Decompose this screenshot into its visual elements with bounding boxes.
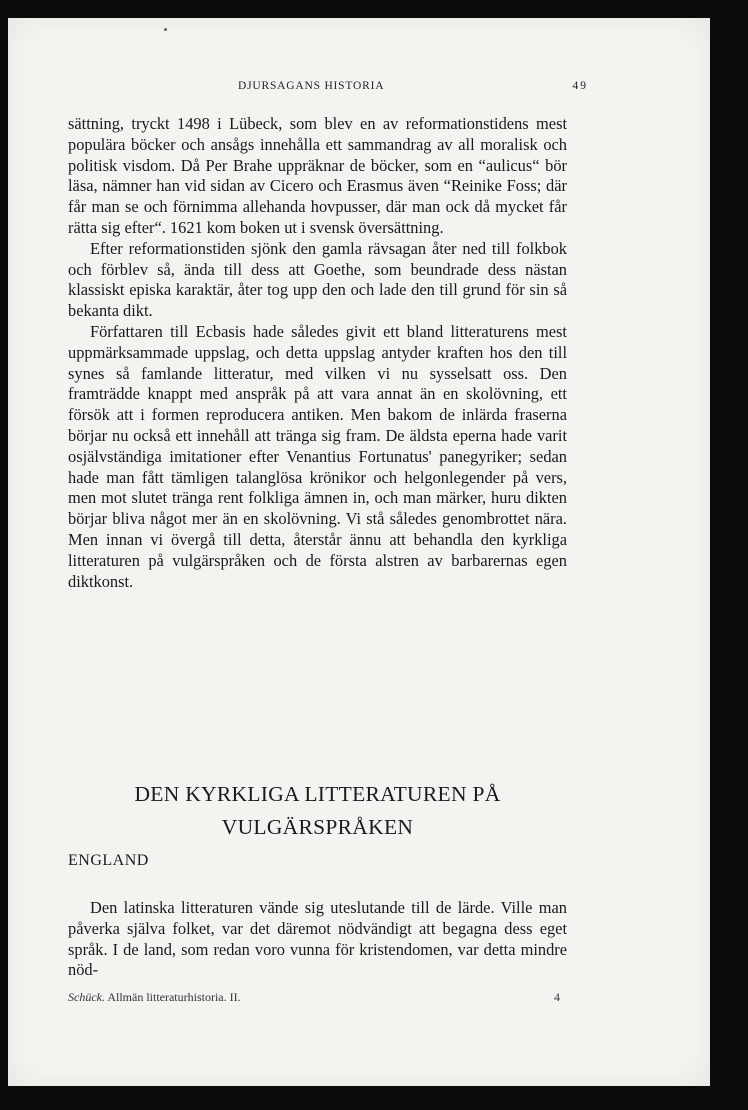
chapter-title-line: VULGÄRSPRÅKEN	[221, 815, 414, 839]
book-page	[8, 18, 710, 1086]
section-text	[68, 898, 567, 981]
signature-mark: 4	[554, 990, 560, 1004]
chapter-title	[68, 778, 567, 844]
speck	[164, 28, 167, 31]
page-number: 49	[572, 80, 588, 92]
main-text	[68, 114, 567, 592]
chapter-title-line: DEN KYRKLIGA LITTERATUREN PÅ	[134, 782, 501, 806]
footer-work: Allmän litteraturhistoria. II.	[107, 990, 241, 1004]
paragraph: sättning, tryckt 1498 i Lübeck, som blev en av reformationstidens mest populära böcker och ansågs innehålla ett sammandrag av all moralisk och politisk visdom. Då Per Brahe uppräknar de böcker, som en “aulicus“ bör läsa, nämner han vid sidan av Cicero och Erasmus även “Reinike Foss; där får man se och förnimma allehanda hovpusser, där man ock då mycket får rätta sig efter“. 1621 kom boken ut i svensk översättning.	[68, 114, 567, 237]
paragraph: Författaren till Ecbasis hade således givit ett bland litteraturens mest uppmärksammade uppslag, och detta uppslag antyder kraften hos den till synes så famlande litteratur, med vilken vi nu sysselsatt oss. Den framträdde knappt med anspråk på att vara annat än en skolövning, ett försök att i formen reproducera antiken. Men bakom de inlärda fraserna börjar nu också ett innehåll att tränga sig fram. De äldsta eperna hade varit osjälvständiga imitationer efter Venantius Fortunatus' panegyriker; sedan hade man fått tämligen talanglösa krönikor och helgonlegender på vers, men mot slutet tränga rent folkliga ämnen in, och man märker, huru dikten börjar bliva något mer än en skolövning. Vi stå således genombrottet nära. Men innan vi övergå till detta, återstår ännu att behandla den kyrkliga litteraturen på vulgärspråken och de första alstren av barbarernas egen diktkonst.	[68, 321, 567, 591]
paragraph: Den latinska litteraturen vände sig uteslutande till de lärde. Ville man påverka själva folket, var det däremot nödvändigt att begagna dess eget språk. I de land, som redan voro vunna för kristendomen, var detta mindre nöd-	[68, 898, 567, 980]
section-title: ENGLAND	[68, 852, 149, 869]
paragraph: Efter reformationstiden sjönk den gamla rävsagan åter ned till folkbok och förblev så, ända till dess att Goethe, som beundrade dess nästan klassiskt episka karaktär, åter tog upp den och lade den till grund för sin så bekanta dikt.	[68, 238, 567, 321]
footer-citation	[68, 990, 241, 1005]
running-title: DJURSAGANS HISTORIA	[238, 80, 385, 92]
footer-author: Schück.	[68, 990, 105, 1004]
